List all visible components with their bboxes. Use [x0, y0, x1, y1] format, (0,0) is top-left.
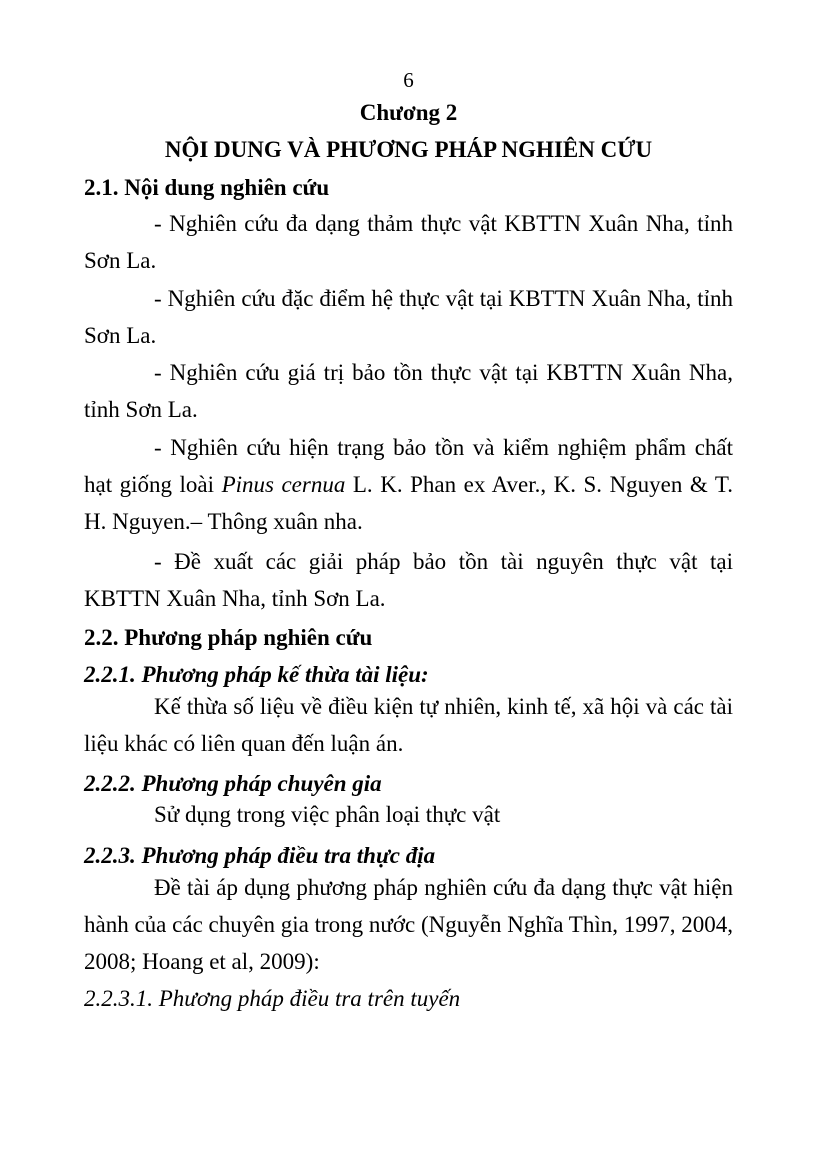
subsection-2-2-2-text: Sử dụng trong việc phân loại thực vật: [154, 802, 501, 827]
subsection-2-2-1-heading: 2.2.1. Phương pháp kế thừa tài liệu:: [84, 662, 429, 687]
subsection-2-2-2-heading: 2.2.2. Phương pháp chuyên gia: [84, 771, 382, 796]
chapter-title: NỘI DUNG VÀ PHƯƠNG PHÁP NGHIÊN CỨU: [164, 137, 653, 162]
content-item-4-after: L. K. Phan ex Aver., K. S. Nguyen & T. H. Nguyen.– Thông xuân nha.: [84, 472, 734, 534]
content-item-4: [84, 429, 733, 540]
content-item-5: - Đề xuất các giải pháp bảo tồn tài nguyên thực vật tại KBTTN Xuân Nha, tỉnh Sơn La.: [84, 549, 733, 611]
section-2-2-heading: 2.2. Phương pháp nghiên cứu: [84, 625, 373, 650]
section-2-1-heading: 2.1. Nội dung nghiên cứu: [84, 175, 330, 200]
subsection-2-2-1-text: Kế thừa số liệu về điều kiện tự nhiên, kinh tế, xã hội và các tài liệu khác có liên quan đến luận án.: [84, 694, 733, 756]
chapter-label: Chương 2: [359, 100, 458, 125]
content-item-1: - Nghiên cứu đa dạng thảm thực vật KBTTN Xuân Nha, tỉnh Sơn La.: [84, 211, 733, 273]
subsection-2-2-3-text: Đề tài áp dụng phương pháp nghiên cứu đa dạng thực vật hiện hành của các chuyên gia trong nước (Nguyễn Nghĩa Thìn, 1997, 2004, 2008; Hoang et al, 2009):: [84, 875, 733, 974]
subsection-2-2-3-heading: 2.2.3. Phương pháp điều tra thực địa: [84, 843, 436, 868]
page-number: 6: [403, 68, 414, 92]
species-name: Pinus cernua: [221, 472, 346, 497]
content-item-3: - Nghiên cứu giá trị bảo tồn thực vật tại KBTTN Xuân Nha, tỉnh Sơn La.: [84, 360, 733, 422]
content-item-2: - Nghiên cứu đặc điểm hệ thực vật tại KBTTN Xuân Nha, tỉnh Sơn La.: [84, 286, 733, 348]
subsection-2-2-3-1-heading: 2.2.3.1. Phương pháp điều tra trên tuyến: [84, 986, 461, 1011]
content-item-4-before: - Nghiên cứu hiện trạng bảo tồn và kiểm nghiệm phẩm chất hạt giống loài: [84, 435, 733, 497]
